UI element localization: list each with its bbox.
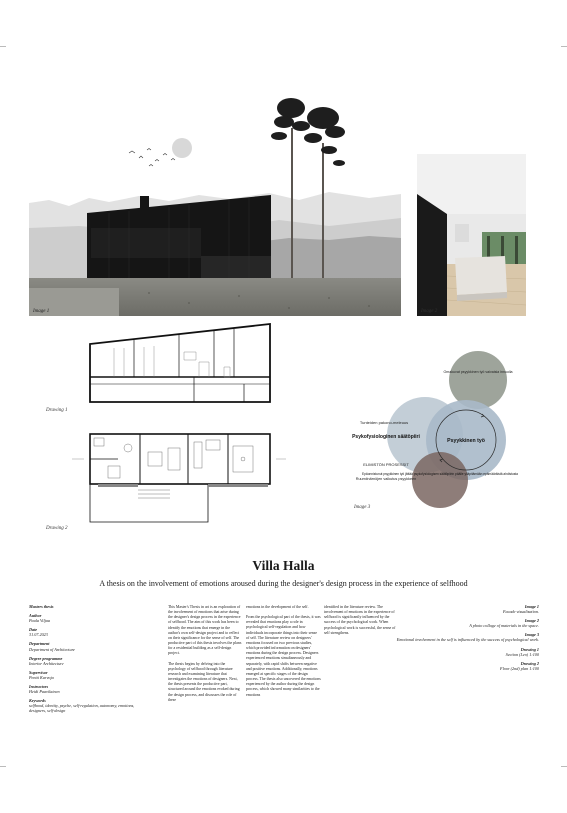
abstract-paragraph: identified in the literature review. The involvement of emotions in the experience of selfhood is significantly influenced by the success of the psychological work. When psychological work is successful, the sense of self strengthens.	[324, 605, 396, 635]
top-circle	[449, 351, 507, 409]
abstract-column-1	[168, 605, 243, 708]
meta-value: Interior Architecture	[29, 660, 64, 666]
image-list-key: Image 3	[524, 632, 539, 638]
image-list-key: Image 1	[524, 604, 539, 609]
abstract-column-3	[324, 605, 399, 641]
abstract-paragraph: emotions in the development of the self.	[246, 605, 309, 609]
floor-plan-drawing	[68, 426, 288, 526]
abstract-column-2	[246, 605, 321, 703]
abstract-paragraph: The thesis begins by delving into the psychology of selfhood through literature research and examining literature that investigates the emotions of designers. Next, the thesis presents the productive part, structured around the emotions evoked during the design process, and discusses the role of these	[168, 661, 240, 702]
material-collage-image	[417, 154, 526, 316]
meta-key: Supervisor	[29, 669, 48, 675]
abstract-paragraph: From the psychological part of the thesis, it was revealed that emotions play a role in psychological self-regulation and how individuals incorporate things into their sense of self. The literature review on designers' emotions focused on two previous studies, which provided information on designers' emotions during the design process. Designers experienced emotions simultaneously and separately, with rapid shifts between negative and positive emotions. Additionally, emotions emerged at specific stages of the design process. The thesis also uncovered the emotions experienced by the author during the design process, which showed many similarities to the emotions	[246, 615, 321, 697]
meta-key: Instructors	[29, 684, 49, 690]
section-drawing	[84, 322, 274, 412]
meta-value: Heidi Paavilainen	[29, 689, 60, 695]
left-mid-label: ELIMISTÖN PROSESSIT	[363, 462, 409, 467]
meta-key: Date	[29, 627, 38, 633]
crop-mark	[561, 766, 567, 767]
meta-key: Department	[29, 641, 50, 647]
drawing1-label: Drawing 1	[46, 408, 68, 413]
image-list-key: Drawing 1	[520, 646, 539, 652]
meta-key: Author	[29, 613, 42, 619]
left-bottom-label: Ruumiinärnöjen vaikutus psyykkeen	[355, 477, 417, 481]
meta-value: Pentti Karvoja	[29, 674, 54, 680]
image-list	[389, 604, 539, 671]
image-list-value: Floor (2nd) plan 1:100	[500, 665, 539, 671]
center-label: Psyykkinen työ	[447, 438, 485, 444]
image2-label: Image 2	[421, 309, 438, 314]
meta-value: Department of Architecture	[29, 646, 75, 652]
thesis-meta	[29, 604, 149, 714]
meta-key: Masters thesis	[29, 604, 54, 609]
crop-mark	[561, 46, 567, 47]
image-list-value: Section (Leo) 1:100	[505, 651, 539, 657]
facade-visualization-image	[29, 88, 401, 316]
right-note: Epäonnistunut psyykkinen työ jättää psykofysiologisen säätöpiirin päälle ylläpitämään epämääräistä ahdistusta	[362, 472, 518, 476]
meta-value: selfhood, identity, psyche, self-regulation, autonomy, emotions, designers, self-design	[29, 703, 135, 714]
page-title: Villa Halla	[252, 558, 315, 573]
meta-key: Degree programme	[29, 655, 63, 661]
image-list-value: Facade visualization.	[502, 609, 539, 615]
crop-mark	[0, 46, 6, 47]
page-subtitle: A thesis on the involvement of emotions aroused during the designer's design process in the experience of selfhood	[99, 579, 468, 588]
meta-value: Paula Viljaa	[29, 618, 50, 624]
emotion-diagram	[330, 340, 520, 515]
meta-value: 31.07.2023	[29, 632, 48, 638]
left-top-label: Tunteiden pakono-meleuus	[359, 420, 409, 425]
image-list-value: Emotional involvement in the self is influenced by the success of psychological work.	[396, 637, 539, 643]
image3-label: Image 3	[354, 505, 371, 510]
image-list-key: Drawing 2	[520, 660, 539, 666]
image1-label: Image 1	[33, 309, 50, 314]
abstract-paragraph: This Master's Thesis in art is an exploration of the involvement of emotions that arise during the designer's design process in the experience of selfhood. The aim of this work has been to identify the emotions that emerge in the author's own self-design project and to reflect on their significance for the sense of self. The productive part of this thesis involves the plans for a residential building as a self-design project.	[168, 605, 242, 656]
meta-key: Keywords	[29, 698, 46, 704]
left-title-label: Psykofysiologinen säätöpiiri	[352, 434, 420, 440]
drawing2-label: Drawing 2	[46, 526, 68, 531]
image-list-value: A photo collage of materials in the space.	[469, 623, 539, 629]
top-note: Omakuvat psyykkinen työ vaivaisia innuolla	[443, 370, 513, 374]
crop-mark	[0, 766, 6, 767]
image-list-key: Image 2	[524, 618, 539, 624]
